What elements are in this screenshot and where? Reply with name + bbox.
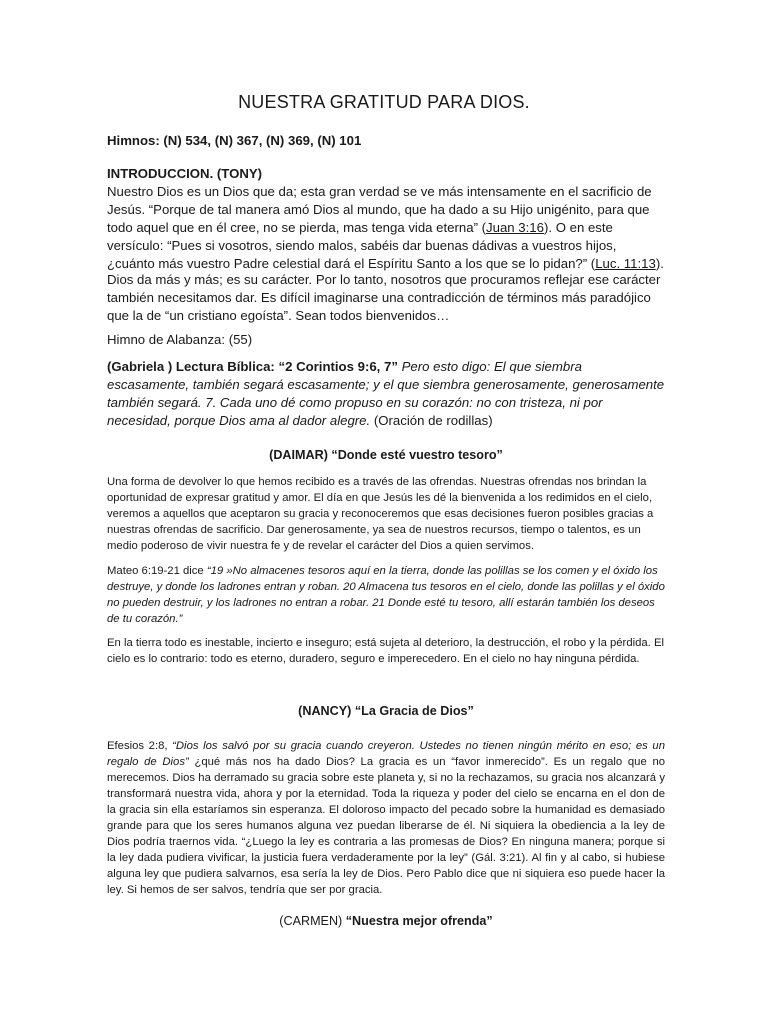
nancy-ref: Efesios 2:8, — [107, 740, 173, 752]
praise-hymn-line: Himno de Alabanza: (55) — [107, 332, 253, 347]
carmen-title: “Nuestra mejor ofrenda” — [345, 914, 493, 928]
scripture-link-juan[interactable]: Juan 3:16 — [486, 220, 544, 235]
intro-text-a: Nuestro Dios es un Dios que da; esta gran verdad se ve más intensamente en el sacrificio de Jesús. “Porque de tal manera amó Dios al mundo, que ha dado a su Hijo unigénito, para que todo aquel que en él cree, no se pierda, mas tenga vida eterna” ( — [107, 184, 652, 235]
intro-text-b: ). O en este versículo: “Pues si vosotros, siendo malos, sabéis dar buenas dádivas a vuestros hijos, ¿cuánto más vuestro Padre celestial dará el Espíritu Santo a los que se lo pidan?” ( — [107, 220, 617, 271]
bible-reading — [107, 358, 667, 430]
daimar-paragraph-3: En la tierra todo es inestable, incierto e inseguro; está sujeta al deterioro, la destrucción, el robo y la pérdida. El cielo es lo contrario: todo es eterno, duradero, seguro e imperecedero. En el cielo no hay ninguna pérdida. — [107, 637, 665, 665]
nancy-paragraph — [107, 738, 665, 898]
carmen-name: (CARMEN) — [279, 914, 346, 928]
intro-paragraph — [107, 183, 667, 273]
intro-text-c: ). — [655, 256, 664, 271]
hymns-line: Himnos: (N) 534, (N) 367, (N) 369, (N) 101 — [107, 133, 362, 148]
daimar-ref: Mateo 6:19-21 dice — [107, 565, 207, 577]
daimar-paragraph-1: Una forma de devolver lo que hemos recibido es a través de las ofrendas. Nuestras ofrendas nos brindan la oportunidad de expresar gratitud y amor. El día en que Jesús les dé la bienvenida a los redimidos en el cielo, veremos a aquellos que aceptaron su gracia y reconoceremos que esas decisiones fueron posibles gracias a nuestras ofrendas de sacrificio. Dar generosamente, ya sea de nuestros recursos, tiempo o talentos, es un medio poderoso de vivir nuestra fe y de revelar el carácter del Dios a quien servimos. — [107, 476, 654, 552]
bible-reading-note: (Oración de rodillas) — [370, 413, 493, 428]
bible-reading-label: (Gabriela ) Lectura Bíblica: “2 Corintios 9:6, 7” — [107, 359, 398, 374]
bible-reading-verse: Pero esto digo: El que siembra escasamente, también segará escasamente; y el que siembra generosamente, generosamente también segará. 7. Cada uno dé como propuso en su corazón: no con tristeza, ni por necesidad, porque Dios ama al dador alegre. — [107, 359, 665, 428]
carmen-heading — [107, 912, 665, 930]
nancy-heading: (NANCY) “La Gracia de Dios” — [298, 704, 474, 718]
daimar-paragraph-2 — [107, 563, 665, 627]
intro-heading: INTRODUCCION. (TONY) — [107, 166, 263, 181]
intro-paragraph-2: Dios da más y más; es su carácter. Por lo tanto, nosotros que procuramos reflejar ese carácter también necesitamos dar. Es difícil imaginarse una contradicción de términos más paradójico que la de “un cristiano egoísta”. Sean todos bienvenidos… — [107, 272, 661, 323]
document-title: NUESTRA GRATITUD PARA DIOS. — [238, 92, 530, 112]
scripture-link-lucas[interactable]: Luc. 11:13 — [595, 256, 656, 271]
nancy-quote: “Dios los salvó por su gracia cuando creyeron. Ustedes no tienen ningún mérito en eso; es un regalo de Dios” — [107, 740, 665, 768]
nancy-text: ¿qué más nos ha dado Dios? La gracia es un “favor inmerecido”. Es un regalo que no merecemos. Dios ha derramado su gracia sobre este planeta y, si no la rechazamos, su gracia nos alcanzará y transformará nuestra vida, ahora y por la eternidad. Toda la riqueza y poder del cielo se encarna en el don de la gracia sin ella estaríamos sin esperanza. El doloroso impacto del pecado sobre la humanidad es demasiado grande para que los seres humanos alguna vez puedan liberarse de él. Ni siquiera la obediencia a la ley de Dios podría traernos vida. “¿Luego la ley es contraria a las promesas de Dios? En ninguna manera; porque si la ley dada pudiera vivificar, la justicia fuera verdaderamente por la ley” (Gál. 3:21). Al fin y al cabo, si hubiese alguna ley que pudiera salvarnos, esa sería la ley de Dios. Pero Pablo dice que ni siquiera eso puede hacer la ley. Si hemos de ser salvos, tendría que ser por gracia. — [107, 756, 666, 896]
daimar-quote: “19 »No almacenes tesoros aquí en la tierra, donde las polillas se los comen y el óxido los destruye, y donde los ladrones entran y roban. 20 Almacena tus tesoros en el cielo, donde las polillas y el óxido no pueden destruir, y los ladrones no entran a robar. 21 Donde esté tu tesoro, allí estarán también los deseos de tu corazón.” — [107, 565, 665, 625]
daimar-heading: (DAIMAR) “Donde esté vuestro tesoro” — [269, 448, 503, 462]
